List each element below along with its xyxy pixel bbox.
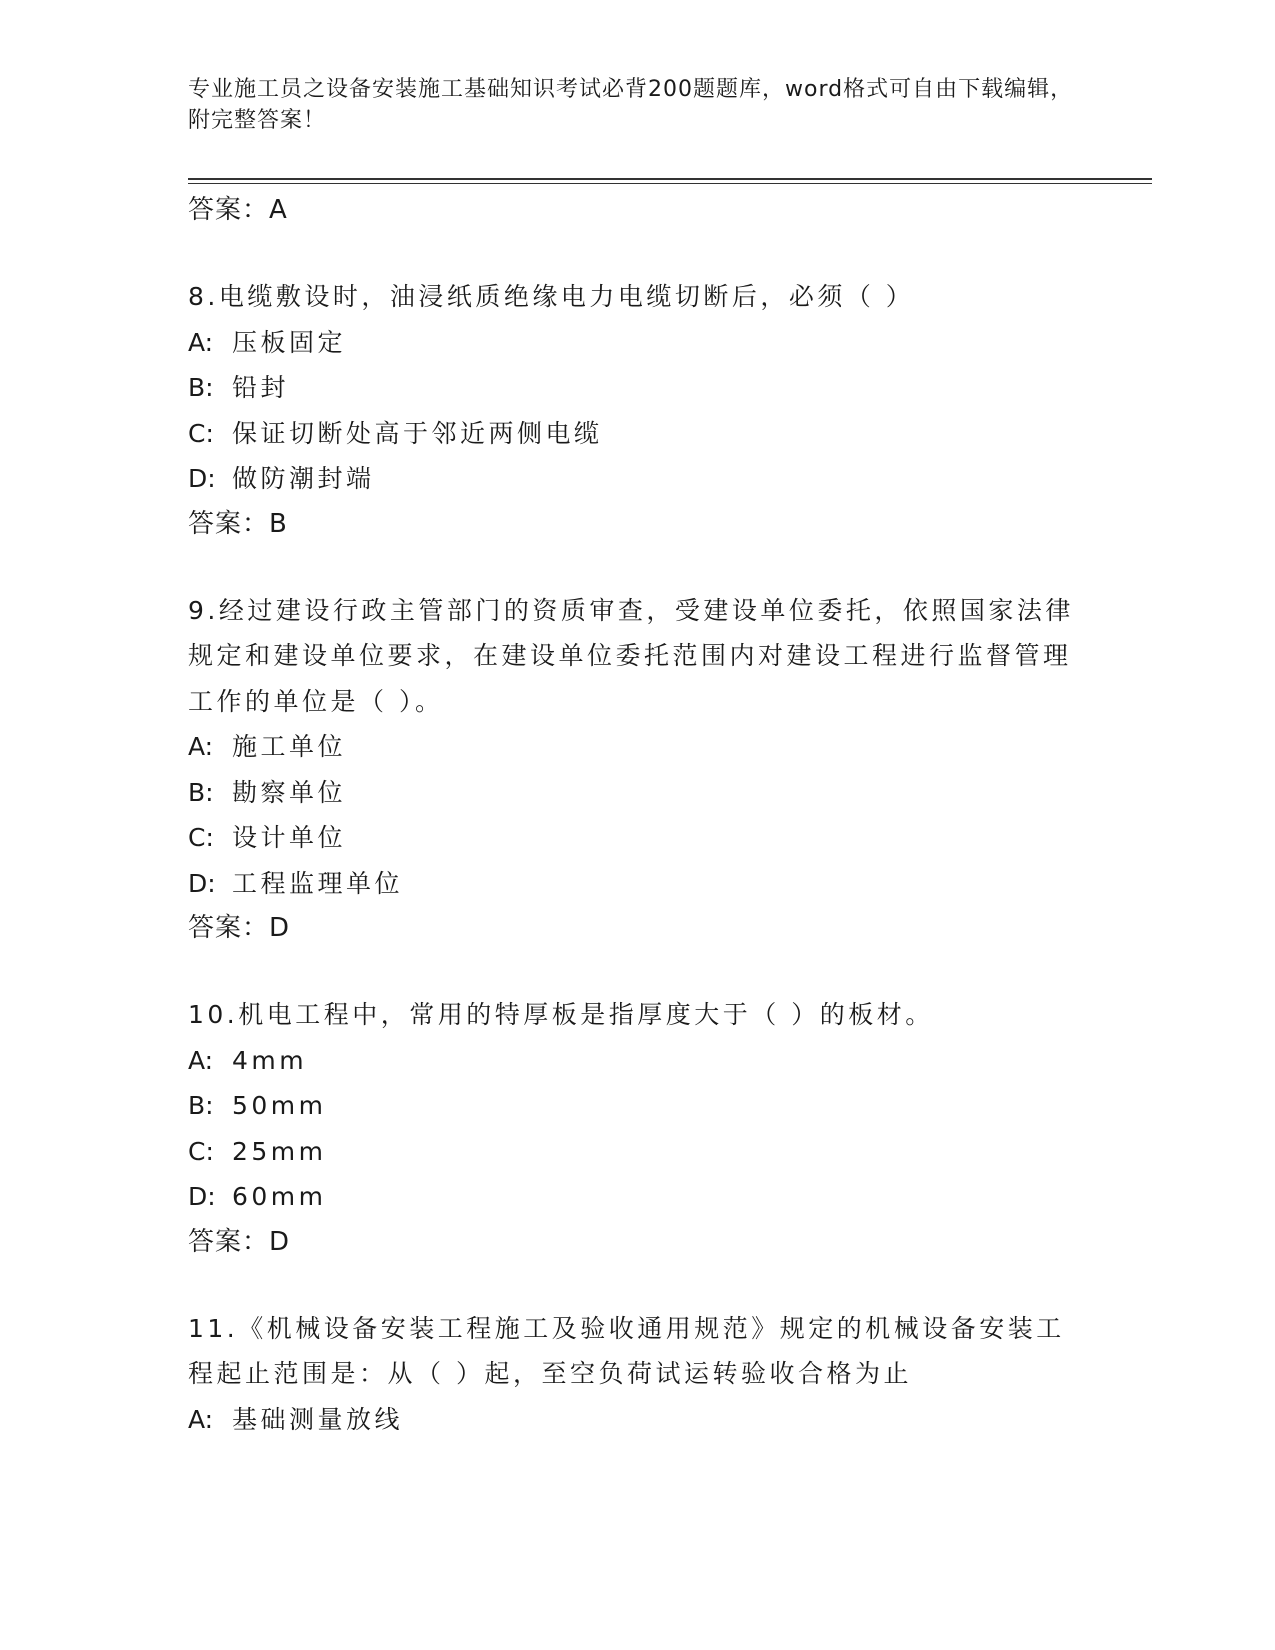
- answer-line: 答案：A: [188, 195, 288, 225]
- option-a: [188, 724, 1088, 770]
- option-letter: A:: [188, 732, 214, 761]
- option-text: 施工单位: [232, 732, 347, 761]
- option-letter: A:: [188, 1045, 214, 1075]
- option-c: [188, 815, 1088, 861]
- option-b: [188, 1083, 1088, 1129]
- option-b: [188, 770, 1088, 816]
- option-text: 60mm: [232, 1182, 327, 1211]
- question-text: 8.电缆敷设时，油浸纸质绝缘电力电缆切断后，必须（ ）: [188, 282, 915, 311]
- option-text: 4mm: [232, 1045, 308, 1075]
- option-letter: B:: [188, 1091, 214, 1120]
- option-text: 工程监理单位: [232, 868, 404, 898]
- option-letter: B:: [188, 373, 214, 402]
- question-text: 11.《机械设备安装工程施工及验收通用规范》规定的机械设备安装工程起止范围是：从（ ）起，至空负荷试运转验收合格为止: [188, 1313, 1065, 1388]
- option-letter: A:: [188, 327, 214, 357]
- option-letter: D:: [188, 1182, 216, 1211]
- option-b: [188, 365, 1088, 411]
- header-rule-thick: [188, 178, 1152, 180]
- option-letter: C:: [188, 823, 214, 852]
- option-text: 勘察单位: [232, 777, 347, 807]
- option-text: 做防潮封端: [232, 464, 375, 493]
- question-text: 9.经过建设行政主管部门的资质审查，受建设单位委托，依照国家法律规定和建设单位要求，在建设单位委托范围内对建设工程进行监督管理工作的单位是（ ）。: [188, 595, 1074, 716]
- option-letter: C:: [188, 418, 214, 448]
- option-c: [188, 411, 1088, 457]
- option-d: [188, 1174, 1088, 1220]
- option-a: [188, 320, 1088, 366]
- option-c: [188, 1129, 1088, 1175]
- option-text: 50mm: [232, 1091, 327, 1120]
- option-text: 25mm: [232, 1136, 327, 1166]
- answer-line: 答案：D: [188, 1226, 291, 1257]
- question-list: [188, 188, 1088, 1442]
- option-text: 基础测量放线: [232, 1404, 404, 1434]
- option-text: 设计单位: [232, 823, 347, 852]
- answer-line: 答案：D: [188, 913, 291, 943]
- option-letter: A:: [188, 1404, 214, 1434]
- option-letter: C:: [188, 1136, 214, 1166]
- question-block: [188, 588, 1088, 951]
- option-text: 保证切断处高于邻近两侧电缆: [232, 418, 603, 448]
- question-block: [188, 1306, 1088, 1443]
- question-block: [188, 992, 1088, 1264]
- header-rule-thin: [188, 183, 1152, 184]
- option-text: 压板固定: [232, 327, 347, 357]
- option-letter: B:: [188, 777, 214, 807]
- page-header: 专业施工员之设备安装施工基础知识考试必背200题题库，word格式可自由下载编辑，附完整答案！: [188, 77, 1074, 133]
- option-d: [188, 861, 1088, 907]
- answer-line: 答案：B: [188, 508, 288, 539]
- option-letter: D:: [188, 464, 216, 493]
- option-letter: D:: [188, 868, 216, 898]
- option-a: [188, 1397, 1088, 1443]
- question-text: 10.机电工程中，常用的特厚板是指厚度大于（ ）的板材。: [188, 1000, 934, 1029]
- option-text: 铅封: [232, 373, 290, 402]
- option-a: [188, 1038, 1088, 1084]
- option-d: [188, 456, 1088, 502]
- question-block: [188, 274, 1088, 546]
